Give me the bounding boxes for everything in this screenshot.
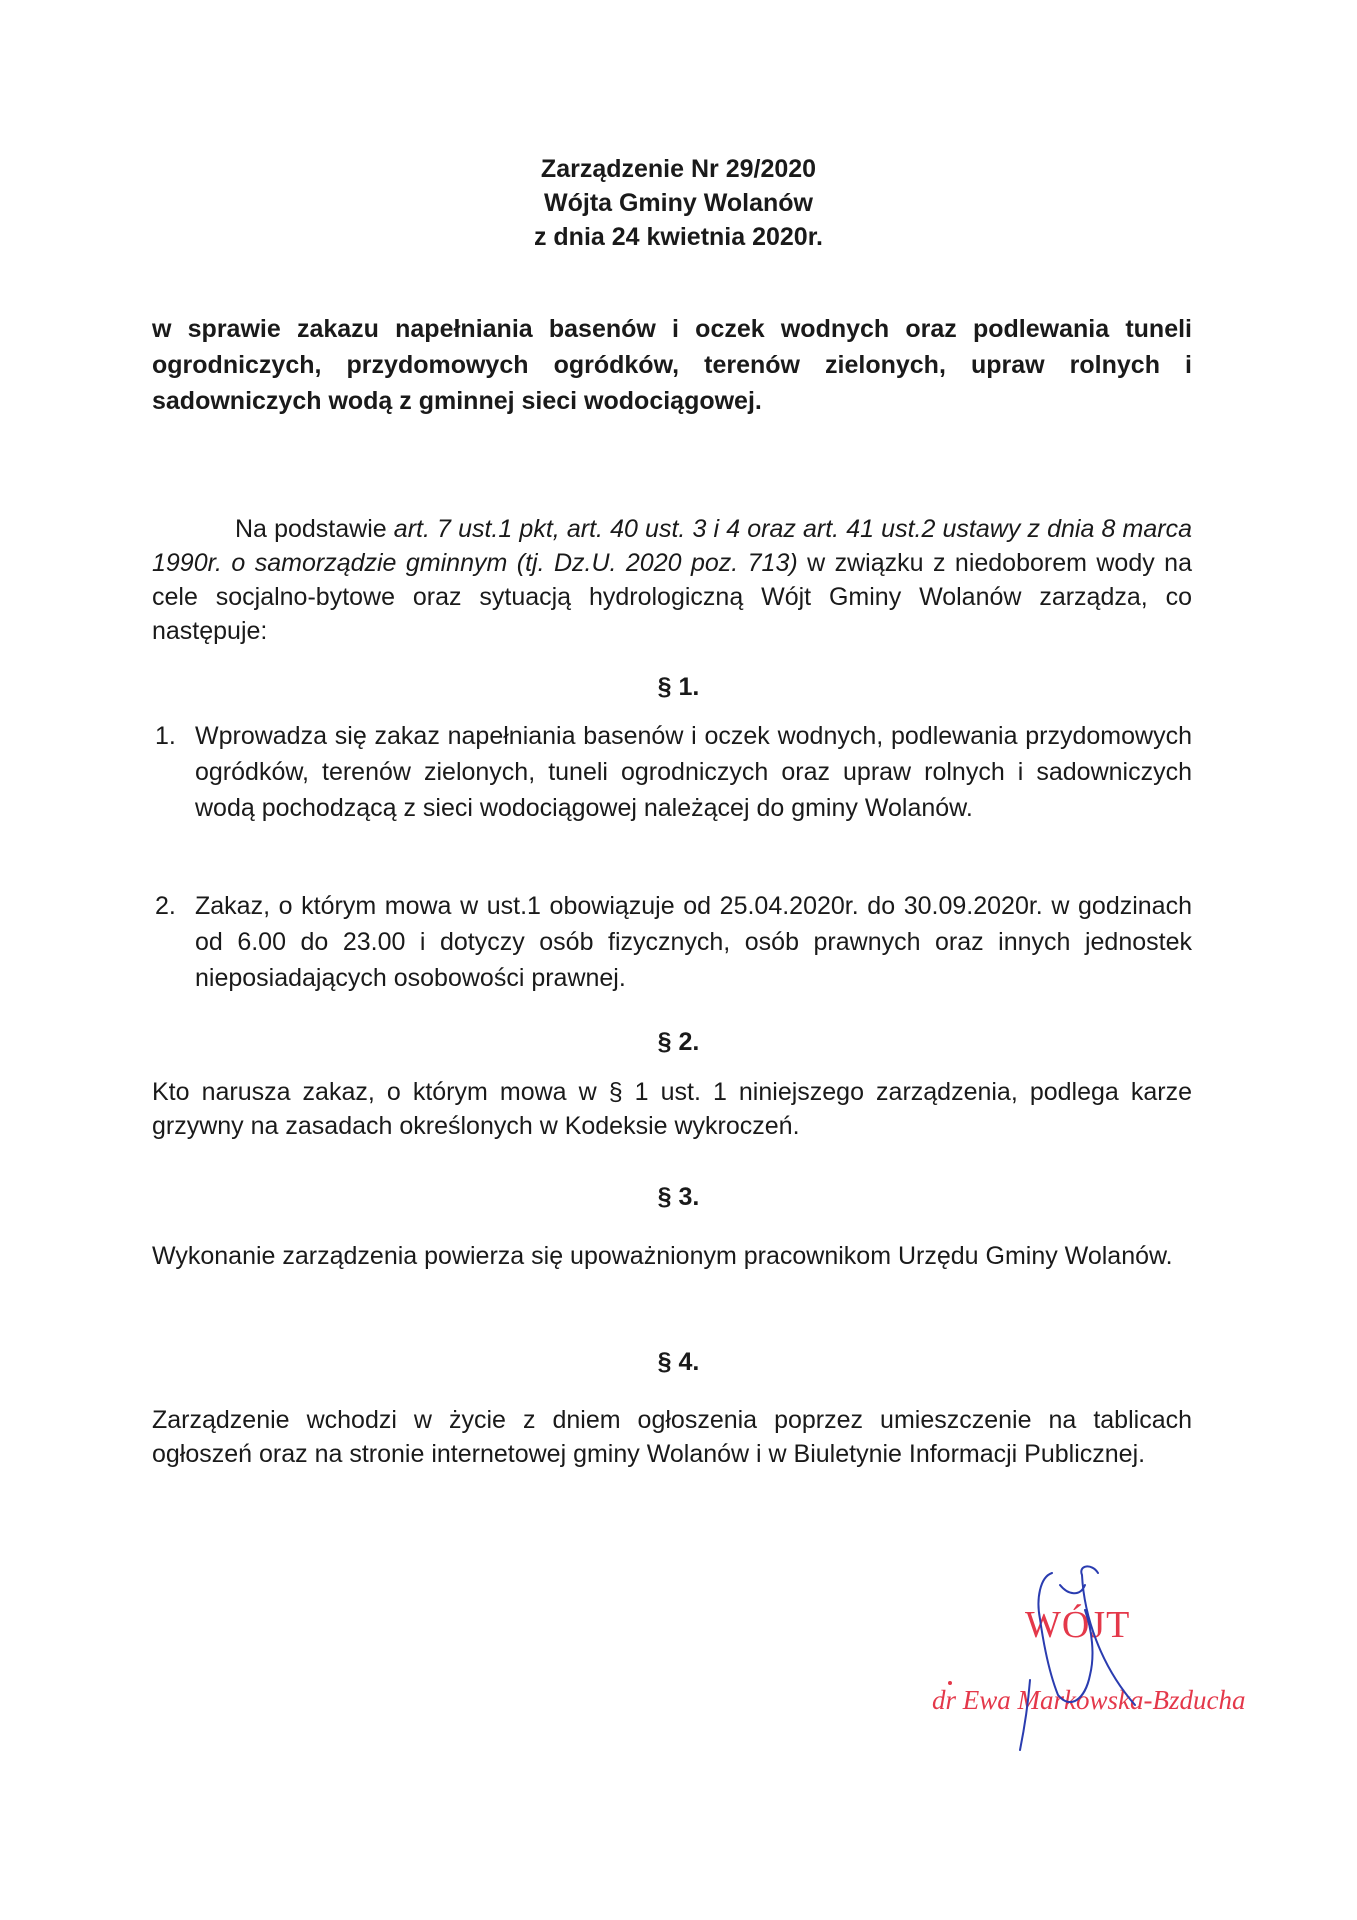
item-text: Wprowadza się zakaz napełniania basenów i oczek wodnych, podlewania przydomowych ogródków, terenów zielonych, tuneli ogrodniczych oraz upraw rolnych i sadowniczych wodą pochodzącą z sieci wodociągowej należącej do gminy Wolanów. (195, 722, 1192, 822)
item-number: 1. (155, 722, 176, 750)
section-2-text: Kto narusza zakaz, o którym mowa w § 1 ust. 1 niniejszego zarządzenia, podlega karze grzywny na zasadach określonych w Kodeksie wykroczeń. (152, 1078, 1192, 1140)
legal-basis-paragraph (152, 512, 1192, 648)
ordinance-number: Zarządzenie Nr 29/2020 (540, 155, 817, 183)
section-1-title: § 1. (657, 673, 700, 701)
document-header (0, 152, 1357, 254)
section-3-title: § 3. (657, 1183, 700, 1211)
section-3-text: Wykonanie zarządzenia powierza się upoważnionym pracownikom Urzędu Gminy Wolanów. (152, 1242, 1173, 1270)
issue-date: z dnia 24 kwietnia 2020r. (533, 223, 824, 251)
handwritten-signature (900, 1555, 1260, 1755)
section-4-text: Zarządzenie wchodzi w życie z dniem ogłoszenia poprzez umieszczenie na tablicach ogłoszeń oraz na stronie internetowej gminy Wolanów i w Biuletynie Informacji Publicznej. (152, 1406, 1192, 1468)
item-number: 2. (155, 892, 176, 920)
stamp-title: WÓJT (1025, 1604, 1131, 1646)
section-1-item-1 (155, 718, 1192, 826)
intro-suffix: w związku z niedoborem wody na cele socjalno-bytowe oraz sytuacją hydrologiczną Wójt Gminy Wolanów zarządza, co następuje: (152, 549, 1192, 645)
section-1-item-2 (155, 888, 1192, 996)
item-text: Zakaz, o którym mowa w ust.1 obowiązuje od 25.04.2020r. do 30.09.2020r. w godzinach od 6.00 do 23.00 i dotyczy osób fizycznych, osób prawnych oraz innych jednostek nieposiadających osobowości prawnej. (195, 892, 1192, 992)
section-2-title: § 2. (657, 1028, 700, 1056)
signature-block (900, 1555, 1260, 1755)
intro-legal-basis: art. 7 ust.1 pkt, art. 40 ust. 3 i 4 oraz art. 41 ust.2 ustawy z dnia 8 marca 1990r. o samorządzie gminnym (tj. Dz.U. 2020 poz. 713) (152, 515, 1192, 577)
section-4-title: § 4. (657, 1348, 700, 1376)
ordinance-subject: w sprawie zakazu napełniania basenów i oczek wodnych oraz podlewania tuneli ogrodniczych, przydomowych ogródków, terenów zielonych, upraw rolnych i sadowniczych wodą z gminnej sieci wodociągowej. (152, 315, 1192, 415)
stamp-name: dr Ewa Markowska-Bzducha (932, 1685, 1246, 1715)
intro-prefix: Na podstawie (235, 515, 394, 543)
issuer: Wójta Gminy Wolanów (544, 189, 813, 217)
